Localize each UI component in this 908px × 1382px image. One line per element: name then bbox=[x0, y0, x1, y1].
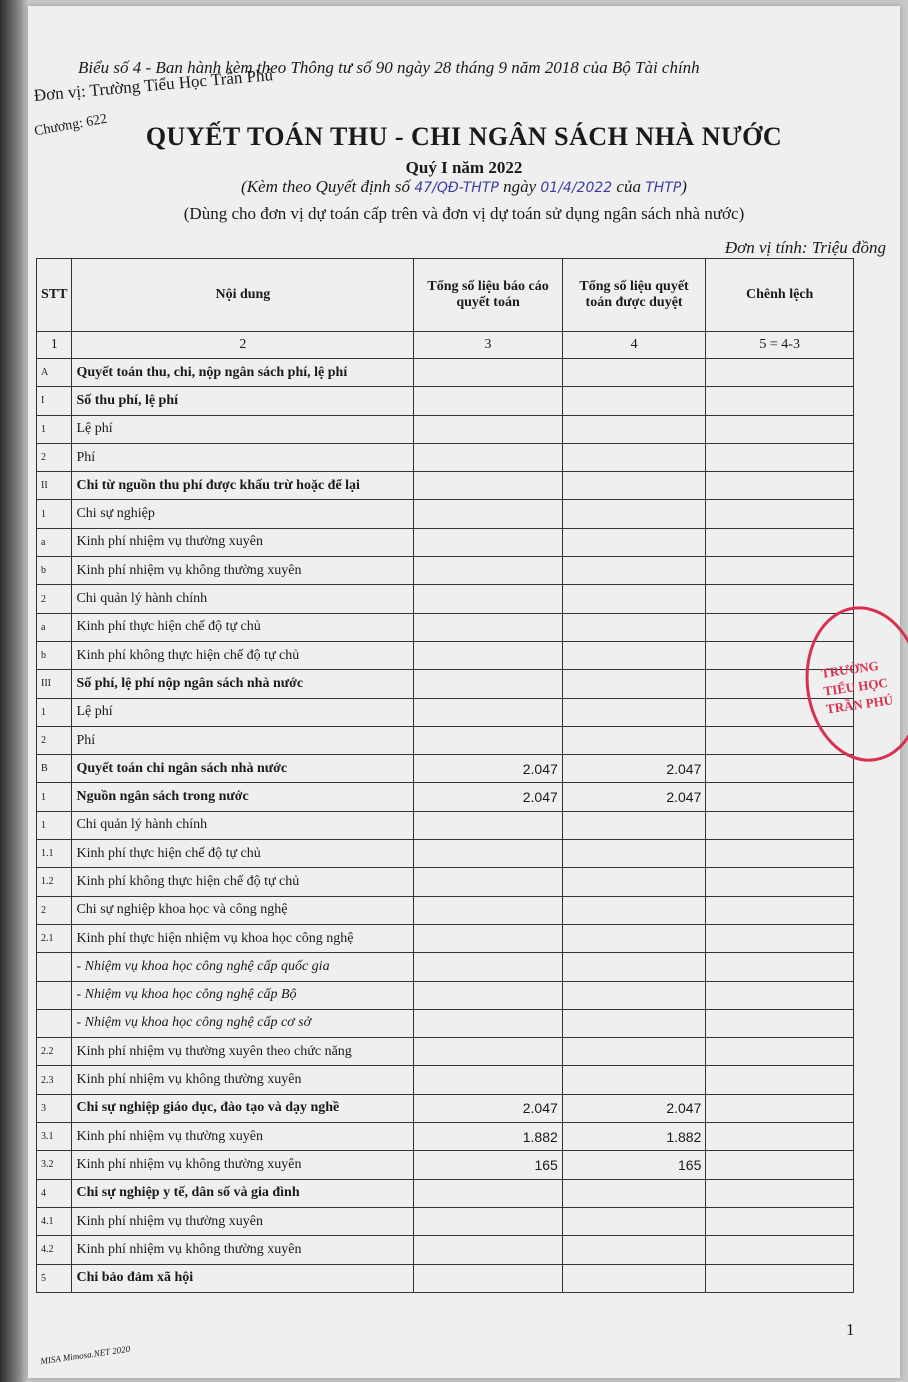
row-stt: a bbox=[37, 528, 72, 556]
row-content: Chi sự nghiệp y tế, dân số và gia đình bbox=[72, 1179, 414, 1207]
table-row bbox=[37, 811, 854, 839]
table-row bbox=[37, 500, 854, 528]
row-content: Kinh phí nhiệm vụ thường xuyên bbox=[72, 1123, 414, 1151]
row-approved bbox=[562, 1038, 706, 1066]
row-content: Lệ phí bbox=[72, 415, 414, 443]
row-diff bbox=[706, 783, 854, 811]
row-diff bbox=[706, 953, 854, 981]
usage-note: (Dùng cho đơn vị dự toán cấp trên và đơn vị dự toán sử dụng ngân sách nhà nước) bbox=[183, 204, 745, 223]
row-content: Kinh phí nhiệm vụ thường xuyên theo chức năng bbox=[72, 1038, 414, 1066]
row-stt: 2.2 bbox=[37, 1038, 72, 1066]
row-diff bbox=[706, 755, 854, 783]
stamp-line-2: TIỂU HỌC bbox=[822, 674, 889, 699]
table-row bbox=[37, 924, 854, 952]
row-approved bbox=[562, 953, 706, 981]
row-approved bbox=[562, 443, 706, 471]
header-reported: Tổng số liệu báo cáo quyết toán bbox=[414, 259, 563, 332]
row-reported bbox=[414, 1009, 563, 1037]
row-reported bbox=[414, 472, 563, 500]
row-content: Phí bbox=[72, 443, 414, 471]
row-content: Quyết toán thu, chi, nộp ngân sách phí, lệ phí bbox=[72, 359, 414, 387]
row-approved: 2.047 bbox=[562, 1094, 706, 1122]
form-reference: Biểu số 4 - Ban hành kèm theo Thông tư số 90 ngày 28 tháng 9 năm 2018 của Bộ Tài chính bbox=[78, 58, 700, 77]
row-diff bbox=[706, 1066, 854, 1094]
row-content: Quyết toán chi ngân sách nhà nước bbox=[72, 755, 414, 783]
row-content: - Nhiệm vụ khoa học công nghệ cấp Bộ bbox=[72, 981, 414, 1009]
decision-of: của bbox=[612, 177, 646, 196]
row-reported bbox=[414, 1179, 563, 1207]
row-diff bbox=[706, 443, 854, 471]
row-stt: I bbox=[37, 387, 72, 415]
table-row bbox=[37, 896, 854, 924]
row-reported bbox=[414, 868, 563, 896]
row-diff bbox=[706, 585, 854, 613]
decision-prefix: (Kèm theo Quyết định số bbox=[241, 177, 415, 196]
index-1: 1 bbox=[37, 332, 72, 359]
decision-line: (Kèm theo Quyết định số 47/QĐ-THTP ngày 01/4/2022 của THTP) bbox=[241, 177, 687, 196]
row-content: Chi sự nghiệp bbox=[72, 500, 414, 528]
row-content: - Nhiệm vụ khoa học công nghệ cấp cơ sở bbox=[72, 1009, 414, 1037]
row-reported bbox=[414, 698, 563, 726]
table-row bbox=[37, 641, 854, 669]
row-approved bbox=[562, 981, 706, 1009]
row-diff bbox=[706, 924, 854, 952]
row-approved: 2.047 bbox=[562, 783, 706, 811]
row-reported bbox=[414, 443, 563, 471]
row-stt: A bbox=[37, 359, 72, 387]
row-reported bbox=[414, 585, 563, 613]
row-reported: 2.047 bbox=[414, 1094, 563, 1122]
row-diff bbox=[706, 1094, 854, 1122]
row-diff bbox=[706, 1038, 854, 1066]
row-stt: 2 bbox=[37, 896, 72, 924]
table-row bbox=[37, 585, 854, 613]
column-index-row bbox=[37, 332, 854, 359]
row-approved bbox=[562, 1264, 706, 1292]
row-reported bbox=[414, 1236, 563, 1264]
index-2: 2 bbox=[72, 332, 414, 359]
row-stt: B bbox=[37, 755, 72, 783]
row-reported bbox=[414, 1207, 563, 1235]
index-4: 4 bbox=[562, 332, 706, 359]
table-row bbox=[37, 1236, 854, 1264]
row-stt: 1 bbox=[37, 811, 72, 839]
row-diff bbox=[706, 896, 854, 924]
row-stt bbox=[37, 1009, 72, 1037]
page-number: 1 bbox=[846, 1320, 855, 1339]
table-row bbox=[37, 387, 854, 415]
row-diff bbox=[706, 1179, 854, 1207]
table-row bbox=[37, 1179, 854, 1207]
row-diff bbox=[706, 1009, 854, 1037]
row-approved bbox=[562, 415, 706, 443]
table-row bbox=[37, 472, 854, 500]
table-row bbox=[37, 868, 854, 896]
chapter-code: Chương: 622 bbox=[33, 111, 109, 140]
row-reported bbox=[414, 896, 563, 924]
row-diff bbox=[706, 840, 854, 868]
row-diff bbox=[706, 1207, 854, 1235]
row-content: Kinh phí không thực hiện chế độ tự chủ bbox=[72, 641, 414, 669]
row-approved bbox=[562, 924, 706, 952]
row-stt: III bbox=[37, 670, 72, 698]
row-stt: 3 bbox=[37, 1094, 72, 1122]
row-stt: 4.2 bbox=[37, 1236, 72, 1264]
index-5: 5 = 4-3 bbox=[706, 332, 854, 359]
row-stt: 2.1 bbox=[37, 924, 72, 952]
row-reported bbox=[414, 415, 563, 443]
row-reported: 165 bbox=[414, 1151, 563, 1179]
software-footer: MISA Mimosa.NET 2020 bbox=[39, 1343, 131, 1367]
row-content: Chi bảo đảm xã hội bbox=[72, 1264, 414, 1292]
header-stt: STT bbox=[37, 259, 72, 332]
table-row bbox=[37, 1123, 854, 1151]
row-diff bbox=[706, 557, 854, 585]
document-period: Quý I năm 2022 bbox=[405, 158, 523, 177]
stamp-line-1: TRƯỜNG bbox=[820, 657, 880, 681]
row-reported bbox=[414, 641, 563, 669]
table-row bbox=[37, 1009, 854, 1037]
row-approved bbox=[562, 1066, 706, 1094]
row-stt: 1.2 bbox=[37, 868, 72, 896]
row-content: Số thu phí, lệ phí bbox=[72, 387, 414, 415]
row-diff bbox=[706, 1123, 854, 1151]
row-approved bbox=[562, 726, 706, 754]
row-stt: 1 bbox=[37, 415, 72, 443]
table-row bbox=[37, 1264, 854, 1292]
row-approved bbox=[562, 472, 706, 500]
row-diff bbox=[706, 1264, 854, 1292]
header-content: Nội dung bbox=[72, 259, 414, 332]
row-reported bbox=[414, 924, 563, 952]
row-content: Chi quản lý hành chính bbox=[72, 585, 414, 613]
row-content: Kinh phí không thực hiện chế độ tự chủ bbox=[72, 868, 414, 896]
row-approved bbox=[562, 528, 706, 556]
table-row bbox=[37, 359, 854, 387]
row-stt: 2 bbox=[37, 443, 72, 471]
row-content: Lệ phí bbox=[72, 698, 414, 726]
row-content: Nguồn ngân sách trong nước bbox=[72, 783, 414, 811]
row-reported bbox=[414, 528, 563, 556]
row-reported bbox=[414, 726, 563, 754]
table-row bbox=[37, 783, 854, 811]
row-reported bbox=[414, 613, 563, 641]
row-stt: II bbox=[37, 472, 72, 500]
table-row bbox=[37, 981, 854, 1009]
row-approved: 1.882 bbox=[562, 1123, 706, 1151]
row-content: Kinh phí nhiệm vụ không thường xuyên bbox=[72, 1151, 414, 1179]
row-content: Chi quản lý hành chính bbox=[72, 811, 414, 839]
row-approved: 2.047 bbox=[562, 755, 706, 783]
table-row bbox=[37, 557, 854, 585]
table-row bbox=[37, 953, 854, 981]
row-approved bbox=[562, 840, 706, 868]
row-reported bbox=[414, 500, 563, 528]
row-reported bbox=[414, 1264, 563, 1292]
row-reported bbox=[414, 840, 563, 868]
table-row bbox=[37, 1094, 854, 1122]
row-stt bbox=[37, 981, 72, 1009]
index-3: 3 bbox=[414, 332, 563, 359]
row-approved: 165 bbox=[562, 1151, 706, 1179]
row-approved bbox=[562, 387, 706, 415]
row-diff bbox=[706, 811, 854, 839]
table-row bbox=[37, 670, 854, 698]
row-stt: 2 bbox=[37, 585, 72, 613]
row-approved bbox=[562, 641, 706, 669]
table-row bbox=[37, 1038, 854, 1066]
row-stt: 3.2 bbox=[37, 1151, 72, 1179]
header-approved: Tổng số liệu quyết toán được duyệt bbox=[562, 259, 706, 332]
row-stt: 1 bbox=[37, 783, 72, 811]
row-reported bbox=[414, 953, 563, 981]
row-content: Chi sự nghiệp khoa học và công nghệ bbox=[72, 896, 414, 924]
row-approved bbox=[562, 1179, 706, 1207]
row-reported bbox=[414, 387, 563, 415]
table-row bbox=[37, 1151, 854, 1179]
row-stt: 4.1 bbox=[37, 1207, 72, 1235]
row-approved bbox=[562, 585, 706, 613]
row-content: - Nhiệm vụ khoa học công nghệ cấp quốc gia bbox=[72, 953, 414, 981]
table-header-row bbox=[37, 259, 854, 332]
decision-org: THTP bbox=[645, 180, 682, 196]
row-content: Kinh phí thực hiện chế độ tự chủ bbox=[72, 840, 414, 868]
row-diff bbox=[706, 359, 854, 387]
decision-date: 01/4/2022 bbox=[540, 180, 613, 196]
row-stt: 1 bbox=[37, 698, 72, 726]
table-row bbox=[37, 613, 854, 641]
table-row bbox=[37, 698, 854, 726]
row-content: Phí bbox=[72, 726, 414, 754]
row-reported bbox=[414, 670, 563, 698]
row-reported bbox=[414, 1066, 563, 1094]
row-content: Kinh phí thực hiện nhiệm vụ khoa học công nghệ bbox=[72, 924, 414, 952]
row-content: Chi từ nguồn thu phí được khấu trừ hoặc để lại bbox=[72, 472, 414, 500]
row-approved bbox=[562, 811, 706, 839]
row-stt: a bbox=[37, 613, 72, 641]
row-reported bbox=[414, 981, 563, 1009]
row-content: Số phí, lệ phí nộp ngân sách nhà nước bbox=[72, 670, 414, 698]
row-stt: 1.1 bbox=[37, 840, 72, 868]
header-diff: Chênh lệch bbox=[706, 259, 854, 332]
row-approved bbox=[562, 1207, 706, 1235]
document-title: QUYẾT TOÁN THU - CHI NGÂN SÁCH NHÀ NƯỚC bbox=[145, 122, 783, 151]
table-row bbox=[37, 443, 854, 471]
row-stt: 3.1 bbox=[37, 1123, 72, 1151]
table-row bbox=[37, 1207, 854, 1235]
row-diff bbox=[706, 1151, 854, 1179]
row-approved bbox=[562, 896, 706, 924]
row-reported: 2.047 bbox=[414, 783, 563, 811]
row-approved bbox=[562, 557, 706, 585]
row-reported bbox=[414, 557, 563, 585]
decision-mid: ngày bbox=[498, 177, 541, 196]
row-approved bbox=[562, 1236, 706, 1264]
row-stt: 1 bbox=[37, 500, 72, 528]
row-stt: 5 bbox=[37, 1264, 72, 1292]
row-reported bbox=[414, 1038, 563, 1066]
row-content: Chi sự nghiệp giáo dục, đào tạo và dạy nghề bbox=[72, 1094, 414, 1122]
row-stt: 2 bbox=[37, 726, 72, 754]
row-reported bbox=[414, 811, 563, 839]
currency-unit: Đơn vị tính: Triệu đồng bbox=[724, 238, 886, 257]
row-diff bbox=[706, 868, 854, 896]
row-approved bbox=[562, 670, 706, 698]
settlement-table bbox=[36, 258, 854, 1293]
row-diff bbox=[706, 528, 854, 556]
row-diff bbox=[706, 500, 854, 528]
row-content: Kinh phí thực hiện chế độ tự chủ bbox=[72, 613, 414, 641]
row-approved bbox=[562, 868, 706, 896]
row-approved bbox=[562, 1009, 706, 1037]
row-reported bbox=[414, 359, 563, 387]
row-approved bbox=[562, 613, 706, 641]
row-stt: 2.3 bbox=[37, 1066, 72, 1094]
stamp-text bbox=[820, 656, 894, 719]
row-content: Kinh phí nhiệm vụ không thường xuyên bbox=[72, 557, 414, 585]
row-diff bbox=[706, 415, 854, 443]
row-reported: 2.047 bbox=[414, 755, 563, 783]
row-diff bbox=[706, 981, 854, 1009]
document-page bbox=[28, 6, 900, 1378]
unit-name: Đơn vị: Trường Tiểu Học Trần Phú bbox=[33, 65, 274, 105]
row-stt: 4 bbox=[37, 1179, 72, 1207]
row-diff bbox=[706, 472, 854, 500]
row-approved bbox=[562, 500, 706, 528]
book-spine bbox=[0, 0, 28, 1382]
row-approved bbox=[562, 698, 706, 726]
row-stt: b bbox=[37, 557, 72, 585]
table-row bbox=[37, 415, 854, 443]
table-row bbox=[37, 726, 854, 754]
row-stt bbox=[37, 953, 72, 981]
row-content: Kinh phí nhiệm vụ thường xuyên bbox=[72, 1207, 414, 1235]
table-row bbox=[37, 1066, 854, 1094]
stamp-line-3: TRẦN PHÚ bbox=[825, 692, 895, 717]
row-diff bbox=[706, 387, 854, 415]
decision-number: 47/QĐ-THTP bbox=[414, 180, 499, 196]
row-content: Kinh phí nhiệm vụ không thường xuyên bbox=[72, 1066, 414, 1094]
row-reported: 1.882 bbox=[414, 1123, 563, 1151]
table-row bbox=[37, 755, 854, 783]
row-stt: b bbox=[37, 641, 72, 669]
row-content: Kinh phí nhiệm vụ thường xuyên bbox=[72, 528, 414, 556]
row-approved bbox=[562, 359, 706, 387]
row-diff bbox=[706, 1236, 854, 1264]
row-content: Kinh phí nhiệm vụ không thường xuyên bbox=[72, 1236, 414, 1264]
table-row bbox=[37, 840, 854, 868]
table-row bbox=[37, 528, 854, 556]
